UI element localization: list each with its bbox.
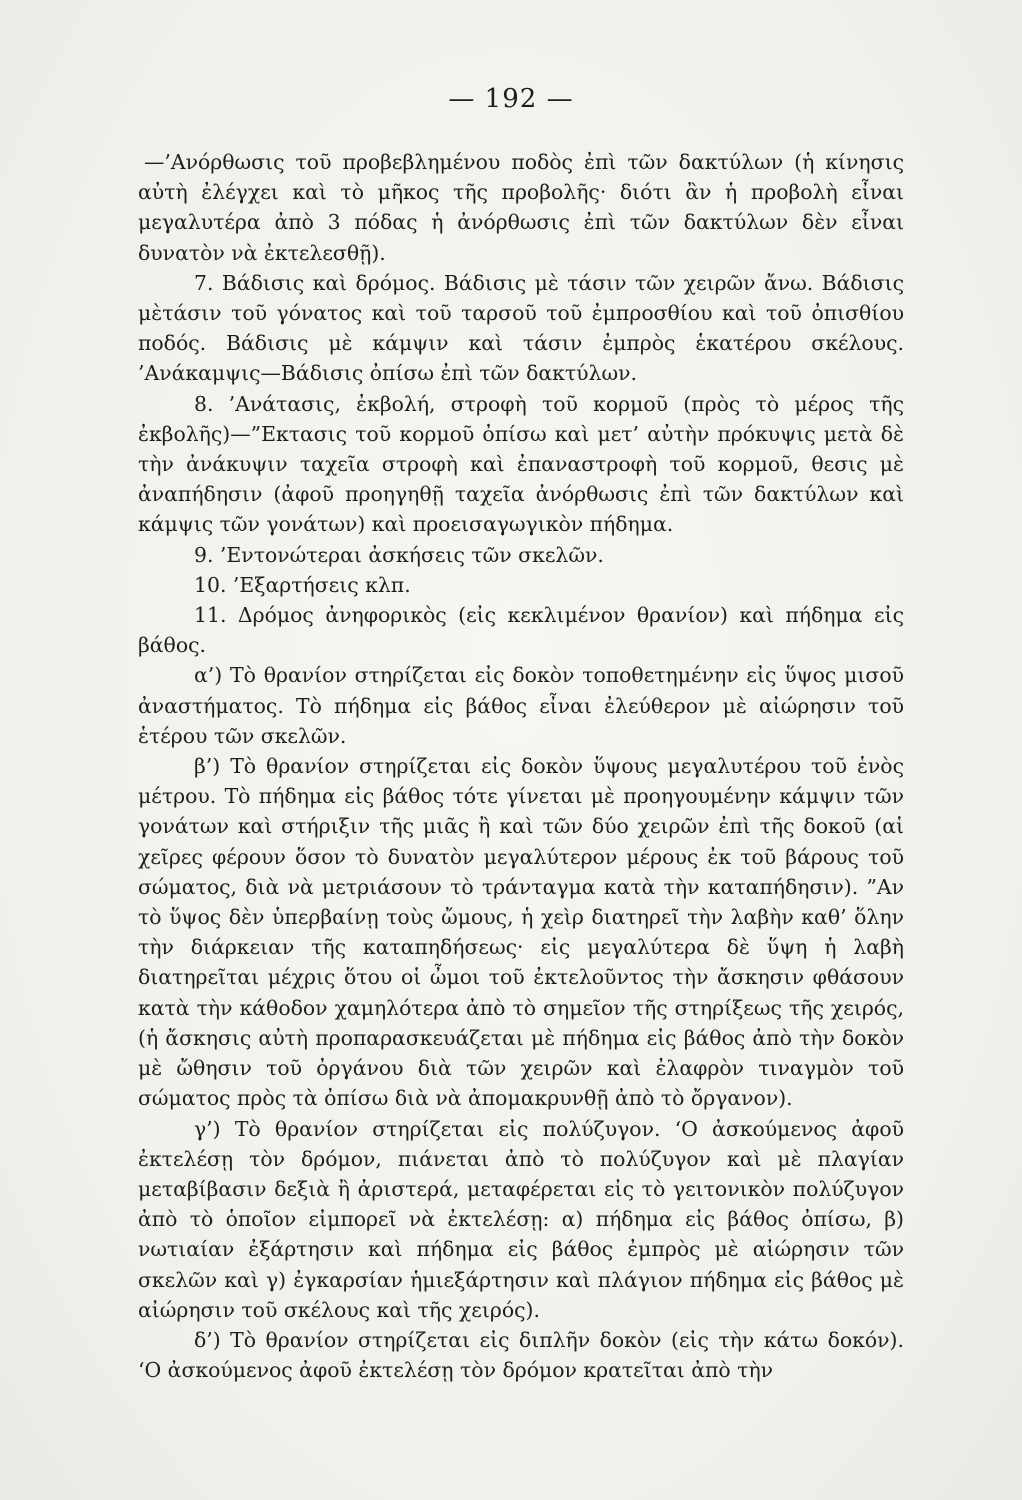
body-text bbox=[138, 147, 904, 1385]
paragraph-item-d: δ’) Τὸ θρανίον στηρίζεται εἰς διπλῆν δοκὸν (εἰς τὴν κάτω δοκόν). ‘Ο ἀσκούμενος ἀφοῦ ἐκτελέσῃ τὸν δρόμον κρατεῖται ἀπὸ τὴν bbox=[138, 1327, 904, 1383]
paragraph-item-11: 11. Δρόμος ἀνηφορικὸς (εἰς κεκλιμένον θρανίον) καὶ πήδημα εἰς βάθος. bbox=[138, 603, 904, 658]
paragraph-item-10: 10. ’Εξαρτήσεις κλπ. bbox=[194, 572, 411, 597]
paragraph-item-8: 8. ’Ανάτασις, ἐκβολή, στροφὴ τοῦ κορμοῦ (πρὸς τὸ μέρος τῆς ἐκβολῆς)—”Εκτασις τοῦ κορμοῦ ὀπίσω καὶ μετ’ αὐτὴν πρόκυψις μετὰ δὲ τὴν ἀνάκυψιν ταχεῖα στροφὴ καὶ ἐπαναστροφὴ τοῦ κορμοῦ, θεσις μὲ ἀναπήδησιν (ἀφοῦ προηγηθῇ ταχεῖα ἀνόρθωσις ἐπὶ τῶν δακτύλων καὶ κάμψις τῶν γονάτων) καὶ προεισαγωγικὸν πήδημα. bbox=[138, 391, 904, 537]
paragraph-item-7: 7. Βάδισις καὶ δρόμος. Βάδισις μὲ τάσιν τῶν χειρῶν ἄνω. Βάδισις μὲτάσιν τοῦ γόνατος καὶ τοῦ ταρσοῦ τοῦ ἐμπροσθίου καὶ τοῦ ὀπισθίου ποδός. Βάδισις μὲ κάμψιν καὶ τάσιν ἐμπρὸς ἑκατέρου σκέλους. ’Ανάκαμψις—Βάδισις ὀπίσω ἐπὶ τῶν δακτύλων. bbox=[138, 270, 904, 386]
paragraph-item-c: γ’) Τὸ θρανίον στηρίζεται εἰς πολύζυγον. ‘Ο ἀσκούμενος ἀφοῦ ἐκτελέσῃ τὸν δρόμον, πιάνεται ἀπὸ τὸ πολύζυγον καὶ μὲ πλαγίαν μεταβίβασιν δεξιὰ ἢ ἀριστερά, μεταφέρεται εἰς τὸ γειτονικὸν πολύζυγον ἀπὸ τὸ ὁποῖον εἰμπορεῖ νὰ ἐκτελέσῃ: α) πήδημα εἰς βάθος ὀπίσω, β) νωτιαίαν ἐξάρτησιν καὶ πήδημα εἰς βάθος ἐμπρὸς μὲ αἰώρησιν τῶν σκελῶν καὶ γ) ἐγκαρσίαν ἡμιεξάρτησιν καὶ πλάγιον πήδημα εἰς βάθος μὲ αἰώρησιν τοῦ σκέλους καὶ τῆς χειρός). bbox=[138, 1116, 904, 1322]
paragraph-anorthosis: —’Ανόρθωσις τοῦ προβεβλημένου ποδὸς ἐπὶ τῶν δακτύλων (ἡ κίνησις αὐτὴ ἐλέγχει καὶ τὸ μῆκος τῆς προβολῆς· διότι ἂν ἡ προβολὴ εἶναι μεγαλυτέρα ἀπὸ 3 πόδας ἡ ἀνόρθωσις ἐπὶ τῶν δακτύλων δὲν εἶναι δυνατὸν νὰ ἐκτελεσθῇ). bbox=[138, 150, 904, 265]
paragraph-item-a: α’) Τὸ θρανίον στηρίζεται εἰς δοκὸν τοποθετημένην εἰς ὕψος μισοῦ ἀναστήματος. Τὸ πήδημα εἰς βάθος εἶναι ἐλεύθερον μὲ αἰώρησιν τοῦ ἑτέρου τῶν σκελῶν. bbox=[138, 663, 904, 748]
page-number: — 192 — bbox=[448, 84, 574, 114]
paragraph-item-9: 9. ’Εντονώτεραι ἀσκήσεις τῶν σκελῶν. bbox=[194, 542, 604, 567]
paragraph-item-b: β’) Τὸ θρανίον στηρίζεται εἰς δοκὸν ὕψους μεγαλυτέρου τοῦ ἑνὸς μέτρου. Τὸ πήδημα εἰς βάθος τότε γίνεται μὲ προηγουμένην κάμψιν τῶν γονάτων καὶ στήριξιν τῆς μιᾶς ἢ καὶ τῶν δύο χειρῶν ἐπὶ τῆς δοκοῦ (αἱ χεῖρες φέρουν ὅσον τὸ δυνατὸν μεγαλύτερον μέρους ἐκ τοῦ βάρους τοῦ σώματος, διὰ νὰ μετριάσουν τὸ τράνταγμα κατὰ τὴν καταπήδησιν). ”Αν τὸ ὕψος δὲν ὑπερβαίνῃ τοὺς ὤμους, ἡ χεὶρ διατηρεῖ τὴν λαβὴν καθ’ ὅλην τὴν διάρκειαν τῆς καταπηδήσεως· εἰς μεγαλύτερα δὲ ὕψη ἡ λαβὴ διατηρεῖται μέχρις ὅτου οἱ ὦμοι τοῦ ἐκτελοῦντος τὴν ἄσκησιν φθάσουν κατὰ τὴν κάθοδον χαμηλότερα ἀπὸ τὸ σημεῖον τῆς στηρίξεως τῆς χειρός, (ἡ ἄσκησις αὐτὴ προπαρασκευάζεται μὲ πήδημα εἰς βάθος ἀπὸ τὴν δοκὸν μὲ ὤθησιν τοῦ ὀργάνου διὰ τῶν χειρῶν καὶ ἐλαφρὸν τιναγμὸν τοῦ σώματος πρὸς τὰ ὀπίσω διὰ νὰ ἀπομακρυνθῇ ἀπὸ τὸ ὄργανον). bbox=[138, 754, 904, 1111]
